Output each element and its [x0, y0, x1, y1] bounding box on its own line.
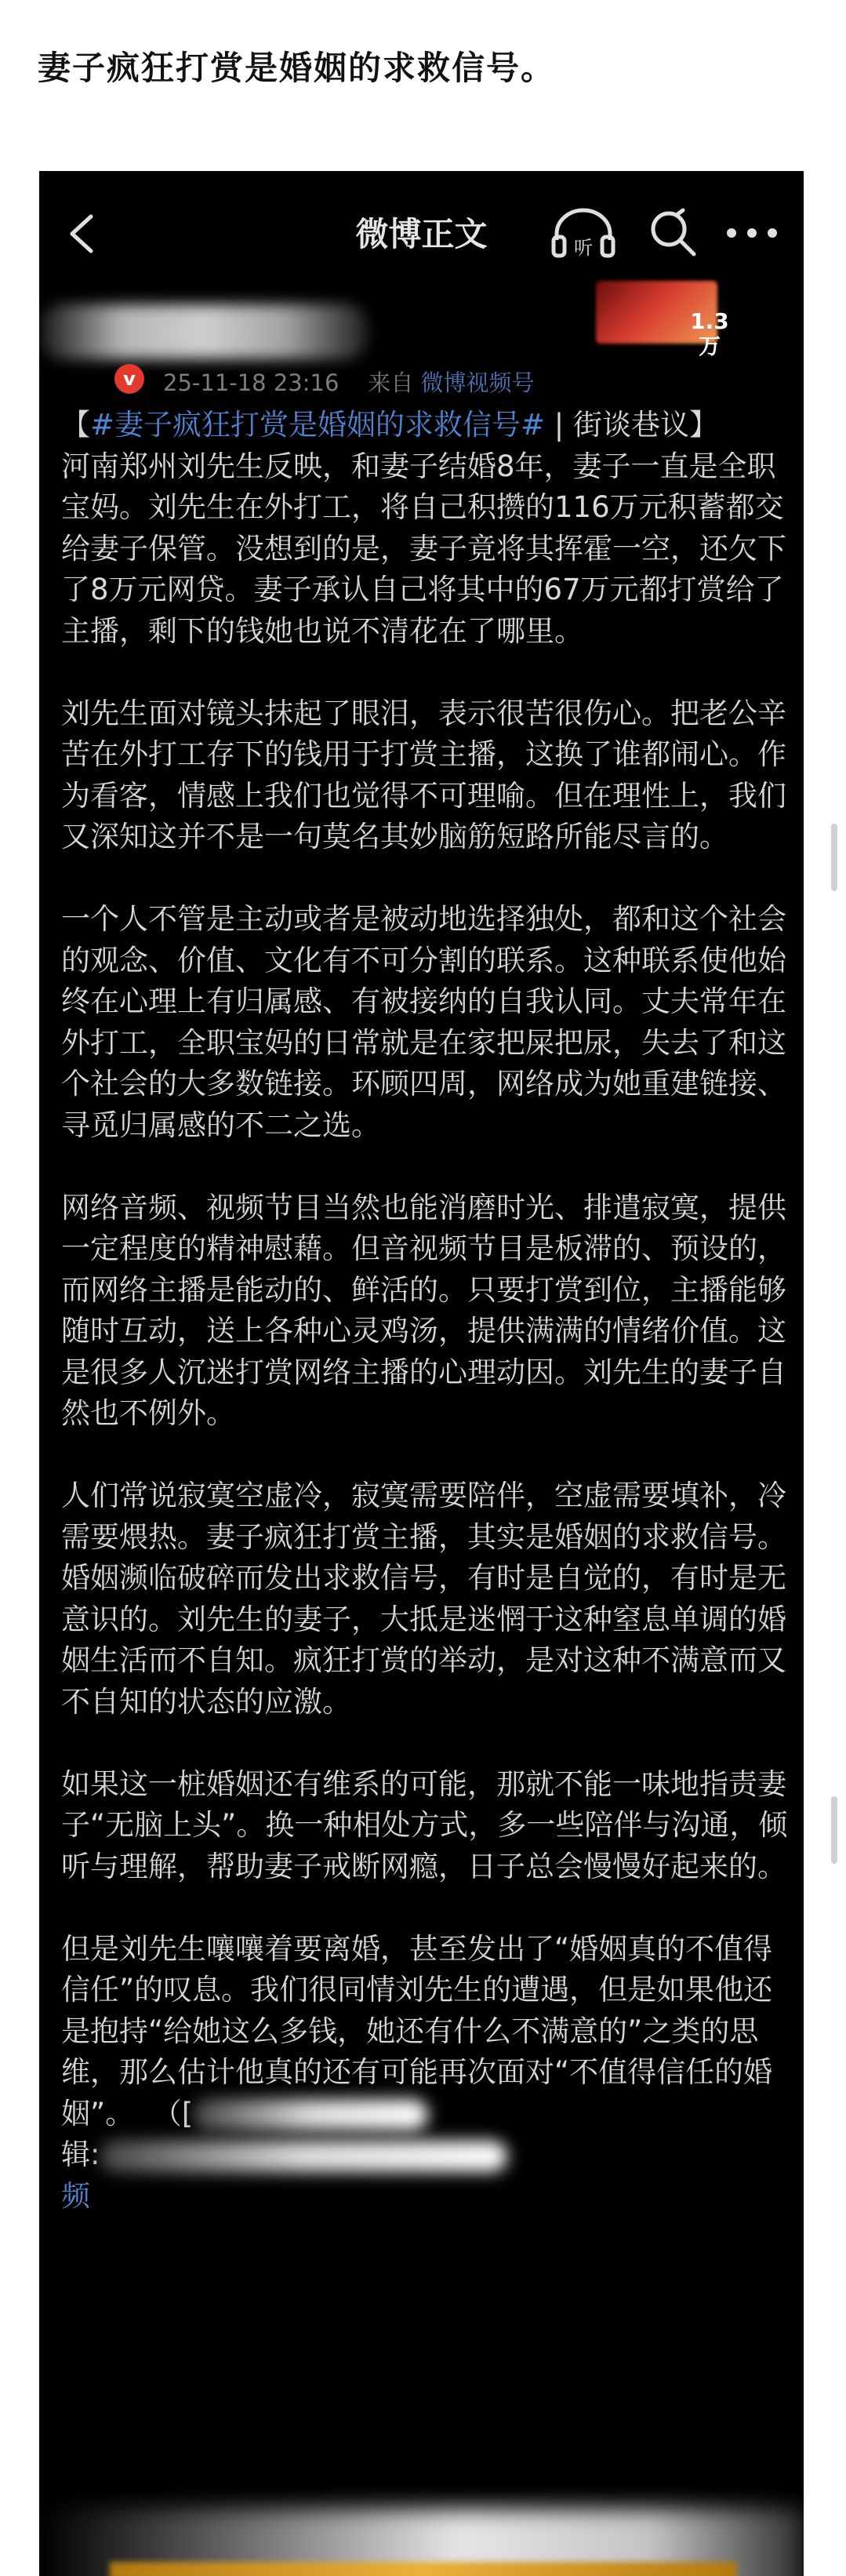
paragraph-3: 一个人不管是主动或者是被动地选择独处，都和这个社会的观念、价值、文化有不可分割的联系。这种联系使他始终在心理上有归属感、有被接纳的自我认同。丈夫常年在外打工，全职宝妈的日常就是在家把屎把尿，失去了和这个社会的大多数链接。环顾四周，网络成为她重建链接、寻觅归属感的不二之选。 — [61, 902, 786, 1142]
paragraph-1: 【#妻子疯狂打赏是婚姻的求救信号# | 街谈巷议】 河南郑州刘先生反映，和妻子结婚8年，妻子一直是全职宝妈。刘先生在外打工，将自己积攒的116万元积蓄都交给妻子保管。没想到的是，妻子竟将其挥霍一空，还欠下了8万元网贷。妻子承认自己将其中的67万元都打赏给了主播，剩下的钱她也说不清花在了哪里。 — [61, 408, 786, 648]
weibo-screenshot — [39, 171, 804, 2576]
editor-credit-blurred — [100, 2141, 507, 2172]
author-name-blurred[interactable] — [39, 304, 369, 359]
topic-hashtag-link[interactable]: #妻子疯狂打赏是婚姻的求救信号# — [90, 408, 546, 442]
paragraph-7: 但是刘先生嚷嚷着要离婚，甚至发出了“婚姻真的不值得信任”的叹息。我们很同情刘先生的遭遇，但是如果他还是抱持“给她这么多钱，她还有什么不满意的”之类的思维，那么估计他真的还有可能再次面对“不值得信任的婚姻”。 （[ 辑: 频 — [61, 1931, 773, 2213]
page-title: 妻子疯狂打赏是婚姻的求救信号。 — [38, 49, 556, 87]
video-link[interactable]: 频 — [61, 2178, 90, 2213]
bottom-banner-blurred — [110, 2562, 737, 2576]
paragraph-2: 刘先生面对镜头抹起了眼泪，表示很苦很伤心。把老公辛苦在外打工存下的钱用于打赏主播，这换了谁都闹心。作为看客，情感上我们也觉得不可理喻。但在理性上，我们又深知这并不是一句莫名其妙脑筋短路所能尽言的。 — [61, 696, 786, 853]
search-icon[interactable] — [647, 207, 699, 259]
view-count: 1.3万 — [690, 308, 729, 359]
svg-text:听: 听 — [574, 237, 593, 259]
post-meta — [163, 366, 535, 398]
listen-button[interactable] — [550, 206, 616, 260]
scrollbar-thumb[interactable] — [831, 824, 837, 891]
post-body — [61, 405, 790, 2217]
source-link[interactable]: 微博视频号 — [420, 369, 535, 396]
top-nav-bar — [39, 171, 804, 289]
paragraph-4: 网络音频、视频节目当然也能消磨时光、排遣寂寞，提供一定程度的精神慰藉。但音视频节目是板滞的、预设的，而网络主播是能动的、鲜活的。只要打赏到位，主播能够随时互动，送上各种心灵鸡汤，提供满满的情绪价值。这是很多人沉迷打赏网络主播的心理动因。刘先生的妻子自然也不例外。 — [61, 1190, 786, 1430]
editor-name-blurred — [193, 2099, 428, 2130]
paragraph-5: 人们常说寂寞空虚冷，寂寞需要陪伴，空虚需要填补，冷需要煨热。妻子疯狂打赏主播，其实是婚姻的求救信号。婚姻濒临破碎而发出求救信号，有时是自觉的，有时是无意识的。刘先生的妻子，大抵是迷惘于这种窒息单调的婚姻生活而不自知。疯狂打赏的举动，是对这种不满意而又不自知的状态的应激。 — [61, 1479, 786, 1719]
source-prefix: 来自 — [368, 369, 414, 396]
nav-title: 微博正文 — [355, 215, 488, 253]
paragraph-6: 如果这一桩婚姻还有维系的可能，那就不能一味地指责妻子“无脑上头”。换一种相处方式，多一些陪伴与沟通，倾听与理解，帮助妻子戒断网瘾，日子总会慢慢好起来的。 — [61, 1766, 788, 1883]
scrollbar-thumb[interactable] — [831, 1796, 837, 1864]
more-dots-icon[interactable] — [724, 221, 779, 245]
post-timestamp: 25-11-18 23:16 — [163, 369, 339, 396]
headphones-icon — [550, 206, 616, 260]
verified-badge-icon: v — [114, 364, 144, 394]
